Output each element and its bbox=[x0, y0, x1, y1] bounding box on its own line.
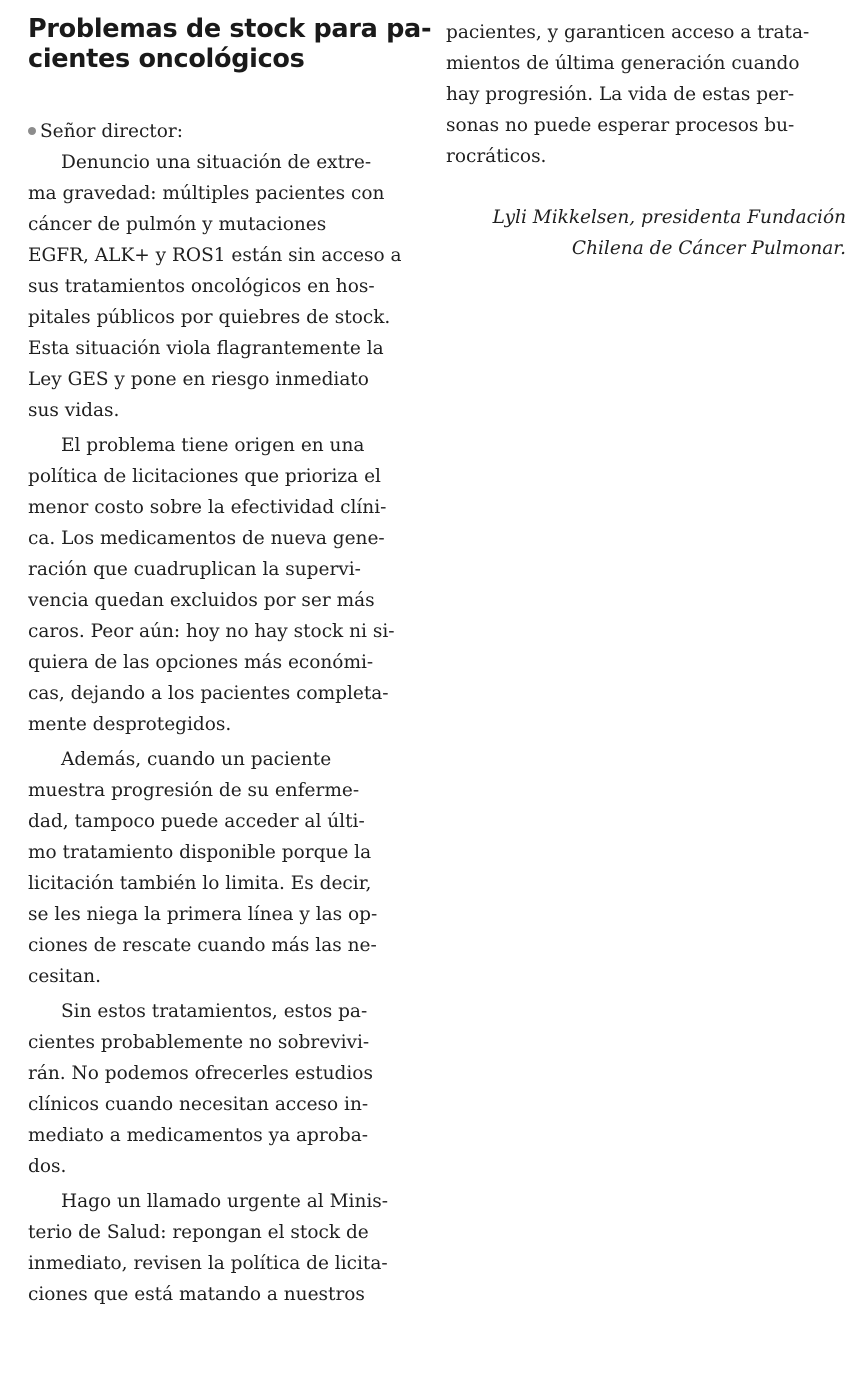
text-line: cáncer de pulmón y mutaciones bbox=[28, 214, 327, 235]
title-line: Problemas de stock para pa- bbox=[28, 14, 432, 44]
paragraph bbox=[28, 147, 428, 426]
text-line: mente desprotegidos. bbox=[28, 714, 232, 735]
text-line: sus vidas. bbox=[28, 400, 120, 421]
title-line: cientes oncológicos bbox=[28, 44, 305, 74]
text-line: pacientes, y garanticen acceso a trata- bbox=[446, 22, 810, 43]
text-line: quiera de las opciones más económi- bbox=[28, 652, 374, 673]
salutation-text: Señor director: bbox=[40, 121, 183, 142]
text-line: caros. Peor aún: hoy no hay stock ni si- bbox=[28, 621, 395, 642]
signature-line: Lyli Mikkelsen, presidenta Fundación bbox=[492, 207, 846, 228]
text-line: inmediato, revisen la política de licita- bbox=[28, 1253, 388, 1274]
paragraph bbox=[28, 996, 428, 1182]
text-line: Esta situación viola flagrantemente la bbox=[28, 338, 384, 359]
text-line: Sin estos tratamientos, estos pa- bbox=[61, 1001, 368, 1022]
signature-line: Chilena de Cáncer Pulmonar. bbox=[571, 238, 846, 259]
text-line: dos. bbox=[28, 1156, 67, 1177]
text-line: licitación también lo limita. Es decir, bbox=[28, 873, 372, 894]
text-line: vencia quedan excluidos por ser más bbox=[28, 590, 375, 611]
text-line: sonas no puede esperar procesos bu- bbox=[446, 115, 795, 136]
text-line: cesitan. bbox=[28, 966, 101, 987]
text-line: El problema tiene origen en una bbox=[61, 435, 365, 456]
text-line: rocráticos. bbox=[446, 146, 547, 167]
salutation bbox=[28, 116, 428, 147]
text-line: ma gravedad: múltiples pacientes con bbox=[28, 183, 385, 204]
text-line: mediato a medicamentos ya aproba- bbox=[28, 1125, 368, 1146]
text-line: Ley GES y pone en riesgo inmediato bbox=[28, 369, 369, 390]
letter-title bbox=[28, 0, 432, 74]
paragraph bbox=[28, 1186, 428, 1310]
text-line: Hago un llamado urgente al Minis- bbox=[61, 1191, 389, 1212]
text-line: dad, tampoco puede acceder al últi- bbox=[28, 811, 365, 832]
text-line: ciones que está matando a nuestros bbox=[28, 1284, 365, 1305]
signature bbox=[446, 202, 850, 264]
text-line: EGFR, ALK+ y ROS1 están sin acceso a bbox=[28, 245, 402, 266]
text-line: muestra progresión de su enferme- bbox=[28, 780, 360, 801]
text-line: ciones de rescate cuando más las ne- bbox=[28, 935, 377, 956]
text-line: rán. No podemos ofrecerles estudios bbox=[28, 1063, 373, 1084]
text-line: clínicos cuando necesitan acceso in- bbox=[28, 1094, 369, 1115]
paragraph bbox=[28, 430, 428, 740]
text-line: cas, dejando a los pacientes completa- bbox=[28, 683, 389, 704]
text-line: ca. Los medicamentos de nueva gene- bbox=[28, 528, 385, 549]
text-line: pitales públicos por quiebres de stock. bbox=[28, 307, 391, 328]
text-line: Denuncio una situación de extre- bbox=[61, 152, 372, 173]
text-line: sus tratamientos oncológicos en hos- bbox=[28, 276, 375, 297]
text-line: hay progresión. La vida de estas per- bbox=[446, 84, 795, 105]
text-line: cientes probablemente no sobrevivi- bbox=[28, 1032, 370, 1053]
text-line: ración que cuadruplican la supervi- bbox=[28, 559, 361, 580]
bullet-icon bbox=[28, 127, 36, 135]
left-column bbox=[28, 0, 432, 1314]
text-line: menor costo sobre la efectividad clíni- bbox=[28, 497, 387, 518]
text-line: mo tratamiento disponible porque la bbox=[28, 842, 372, 863]
letter-body bbox=[28, 147, 428, 1310]
text-line: Además, cuando un paciente bbox=[61, 749, 332, 770]
text-line: se les niega la primera línea y las op- bbox=[28, 904, 378, 925]
letter-body-continuation bbox=[446, 0, 850, 172]
text-line: terio de Salud: repongan el stock de bbox=[28, 1222, 369, 1243]
right-column bbox=[446, 0, 850, 264]
paragraph bbox=[28, 744, 428, 992]
text-line: mientos de última generación cuando bbox=[446, 53, 800, 74]
text-line: política de licitaciones que prioriza el bbox=[28, 466, 381, 487]
